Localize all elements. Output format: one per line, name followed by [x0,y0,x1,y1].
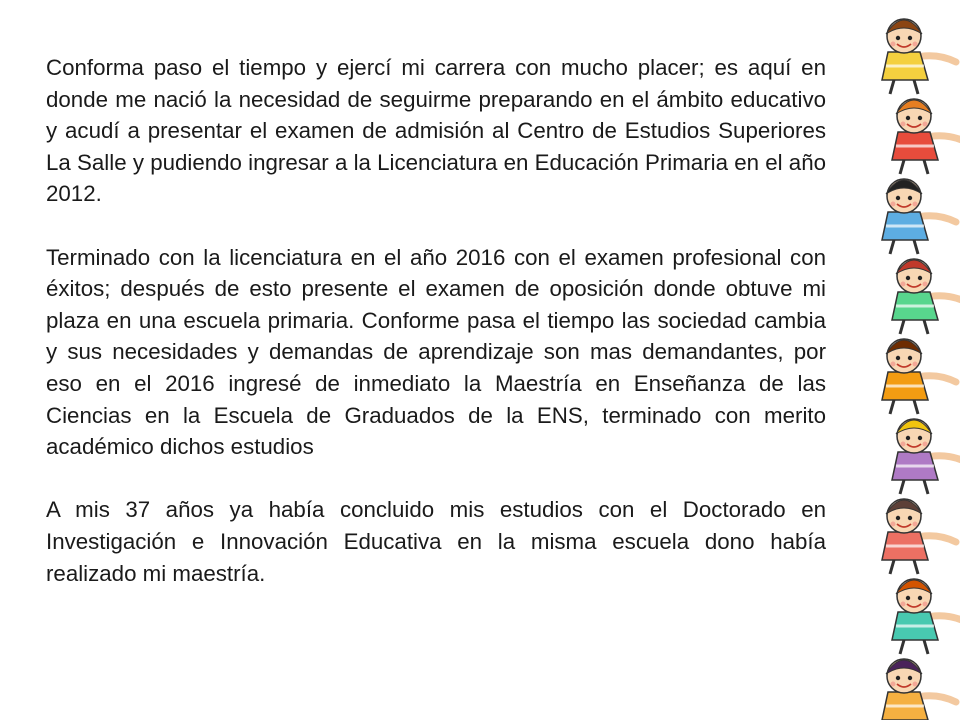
kid-figure-icon [892,99,960,174]
kid-figure-icon [882,19,956,94]
paragraph-1: Conforma paso el tiempo y ejercí mi carrera con mucho placer; es aquí en donde me nació la necesidad de seguirme preparando en el ámbito educativo y acudí a presentar el examen de admisión al Centro de Estudios Superiores La Salle y pudiendo ingresar a la Licenciatura en Educación Primaria en el año 2012. [46,55,826,207]
kid-figure-icon [892,259,960,334]
kid-figure-icon [882,499,956,574]
kids-border-decoration-icon [862,0,960,720]
kid-figure-icon [892,419,960,494]
kid-figure-icon [892,579,960,654]
paragraph-2: Terminado con la licenciatura en el año 2016 con el examen profesional con éxitos; después de esto presente el examen de oposición donde obtuve mi plaza en una escuela primaria. Conforme pasa el tiempo las sociedad cambia y sus necesidades y demandas de aprendizaje son mas demandantes, por eso en el 2016 ingresé de inmediato la Maestría en Enseñanza de las Ciencias en la Escuela de Graduados de la ENS, terminado con merito académico dichos estudios [46,244,826,460]
kid-figure-icon [882,179,956,254]
paragraph-3: A mis 37 años ya había concluido mis estudios con el Doctorado en Investigación e Innovación Educativa en la misma escuela dono había realizado mi maestría. [46,497,826,586]
kid-figure-icon [882,659,956,720]
body-text [46,52,826,589]
kid-figure-icon [882,339,956,414]
